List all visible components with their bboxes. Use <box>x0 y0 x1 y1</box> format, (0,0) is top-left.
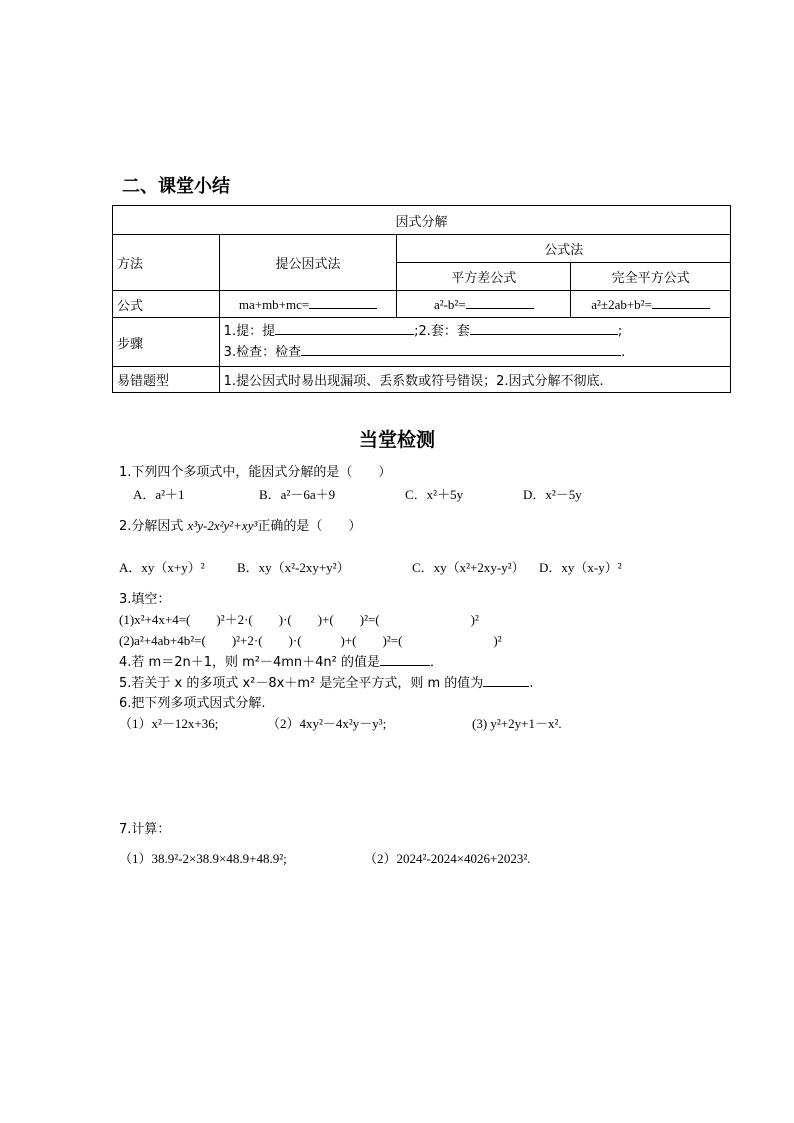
q6-part-1: （1）x²－12x+36; <box>119 716 219 731</box>
method-label: 方法 <box>113 235 220 291</box>
q1-option-b: B．a²－6a＋9 <box>259 487 336 502</box>
q2-option-a: A．xy（x+y）² <box>119 560 205 575</box>
q2-option-d: D．xy（x-y）² <box>539 560 622 575</box>
q6-stem: 6.把下列多项式因式分解. <box>119 696 266 711</box>
q4: 4.若 m＝2n＋1，则 m²－4mn＋4n² 的值是 ． <box>119 651 443 670</box>
summary-table <box>112 205 731 393</box>
q1-option-a: A．a²＋1 <box>133 487 185 502</box>
formula-label: 公式 <box>113 291 220 318</box>
test-title: 当堂检测 <box>358 429 435 451</box>
table-header: 因式分解 <box>113 206 731 235</box>
q7-part-1: （1）38.9²-2×38.9×48.9+48.9²; <box>119 851 287 866</box>
steps-label: 步骤 <box>113 318 220 367</box>
formula-method: 公式法 <box>397 235 731 263</box>
perfect-square: 完全平方公式 <box>571 263 731 291</box>
q7-part-2: （2）2024²-2024×4026+2023². <box>364 851 531 866</box>
q7-stem: 7.计算： <box>119 822 171 837</box>
q2-option-b: B．xy（x²-2xy+y²） <box>237 560 350 575</box>
formula-perfect-square: a²±2ab+b²= <box>571 291 731 318</box>
errors-label: 易错题型 <box>113 367 220 393</box>
q3-line-1: (1)x²+4x+4=( )²＋2·( )·( )+( )²=( )² <box>119 612 479 627</box>
errors-content: 1.提公因式时易出现漏项、丢系数或符号错误；2.因式分解不彻底. <box>219 367 730 393</box>
q1-option-d: D．x²－5y <box>523 487 582 502</box>
steps-content: 1.提：提 ;2.套：套 ; 3.检查：检查 . <box>219 318 730 367</box>
section-title: 二、课堂小结 <box>122 176 230 197</box>
q5: 5.若关于 x 的多项式 x²－8x＋m² 是完全平方式，则 m 的值为 . <box>119 672 533 691</box>
q1-option-c: C．x²＋5y <box>405 487 464 502</box>
q6-part-3: (3) y²+2y+1－x². <box>472 716 562 731</box>
formula-common-factor: ma+mb+mc= <box>219 291 397 318</box>
q3-stem: 3.填空： <box>119 592 171 607</box>
q2-stem: 2.分解因式 x³y-2x²y²+xy³正确的是（ ） <box>119 518 362 534</box>
q3-line-2: (2)a²+4ab+4b²=( )²+2·( )·( )+( )²=( )² <box>119 633 502 648</box>
q2-option-c: C．xy（x²+2xy-y²） <box>412 560 525 575</box>
difference-of-squares: 平方差公式 <box>397 263 571 291</box>
q6-part-2: （2）4xy²－4x²y－y³; <box>267 716 387 731</box>
q1-stem: 1.下列四个多项式中，能因式分解的是（ ） <box>119 465 392 480</box>
common-factor-method: 提公因式法 <box>219 235 397 291</box>
formula-diff-squares: a²-b²= <box>397 291 571 318</box>
